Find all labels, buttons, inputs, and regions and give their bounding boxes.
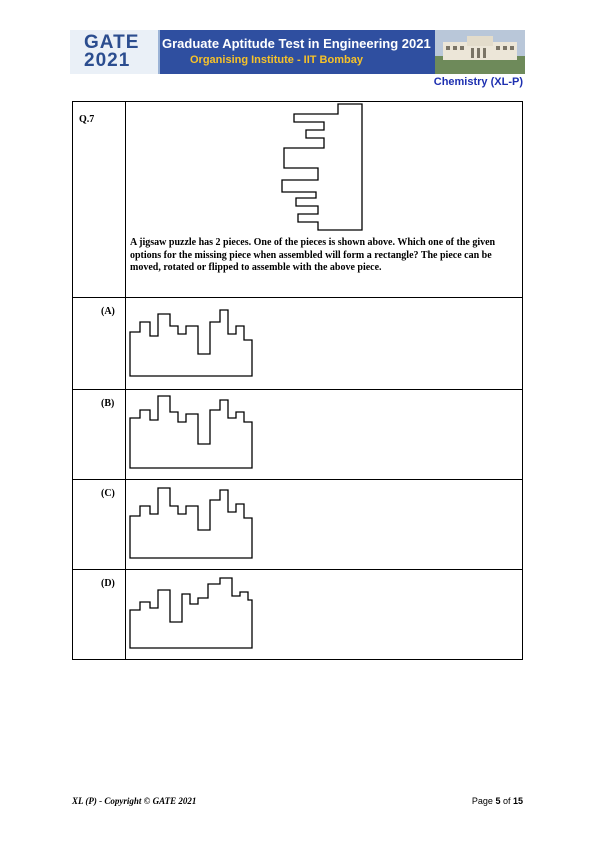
option-figure-cell — [126, 298, 523, 390]
option-label-cell — [73, 390, 126, 480]
header-banner — [160, 30, 525, 74]
option-a-figure — [126, 298, 522, 388]
option-figure-cell — [126, 480, 523, 570]
jigsaw-piece-figure — [126, 102, 522, 236]
exam-title: Graduate Aptitude Test in Engineering 2021 — [162, 36, 431, 51]
option-label-cell — [73, 298, 126, 390]
option-figure-cell — [126, 570, 523, 660]
logo-text-year: 2021 — [84, 50, 131, 71]
copyright-footer: XL (P) - Copyright © GATE 2021 — [72, 796, 197, 806]
option-label-c: (C) — [101, 488, 115, 499]
question-number-cell — [73, 102, 126, 298]
option-label-cell — [73, 570, 126, 660]
question-number: Q.7 — [79, 114, 95, 125]
question-table — [72, 101, 523, 660]
page-total: 15 — [512, 796, 523, 806]
organiser-subtitle: Organising Institute - IIT Bombay — [190, 54, 363, 66]
logo-text-gate: GATE — [84, 32, 140, 53]
question-row — [73, 102, 523, 298]
question-body-cell — [126, 102, 523, 298]
option-label-cell — [73, 480, 126, 570]
option-label-d: (D) — [101, 578, 115, 589]
institute-building-image — [435, 30, 525, 74]
option-c-figure — [126, 480, 522, 568]
option-figure-cell — [126, 390, 523, 480]
subject-label: Chemistry (XL-P) — [433, 76, 523, 88]
option-b-figure — [126, 390, 522, 478]
option-label-b: (B) — [101, 398, 115, 409]
gate-header — [70, 30, 525, 74]
page-of: of — [500, 796, 513, 806]
option-row-c — [73, 480, 523, 570]
page-prefix: Page — [471, 796, 496, 806]
option-row-a — [73, 298, 523, 390]
question-text: A jigsaw puzzle has 2 pieces. One of the pieces is shown above. Which one of the given options for the missing piece when assembled will form a rectangle? The piece can be moved, rotated or flipped to assemble with the above piece. — [130, 237, 496, 273]
option-row-d — [73, 570, 523, 660]
page-number — [472, 796, 523, 806]
option-row-b — [73, 390, 523, 480]
page-current: 5 — [495, 796, 501, 806]
option-label-a: (A) — [101, 306, 115, 317]
gate-logo — [70, 30, 160, 74]
option-d-figure — [126, 570, 522, 658]
